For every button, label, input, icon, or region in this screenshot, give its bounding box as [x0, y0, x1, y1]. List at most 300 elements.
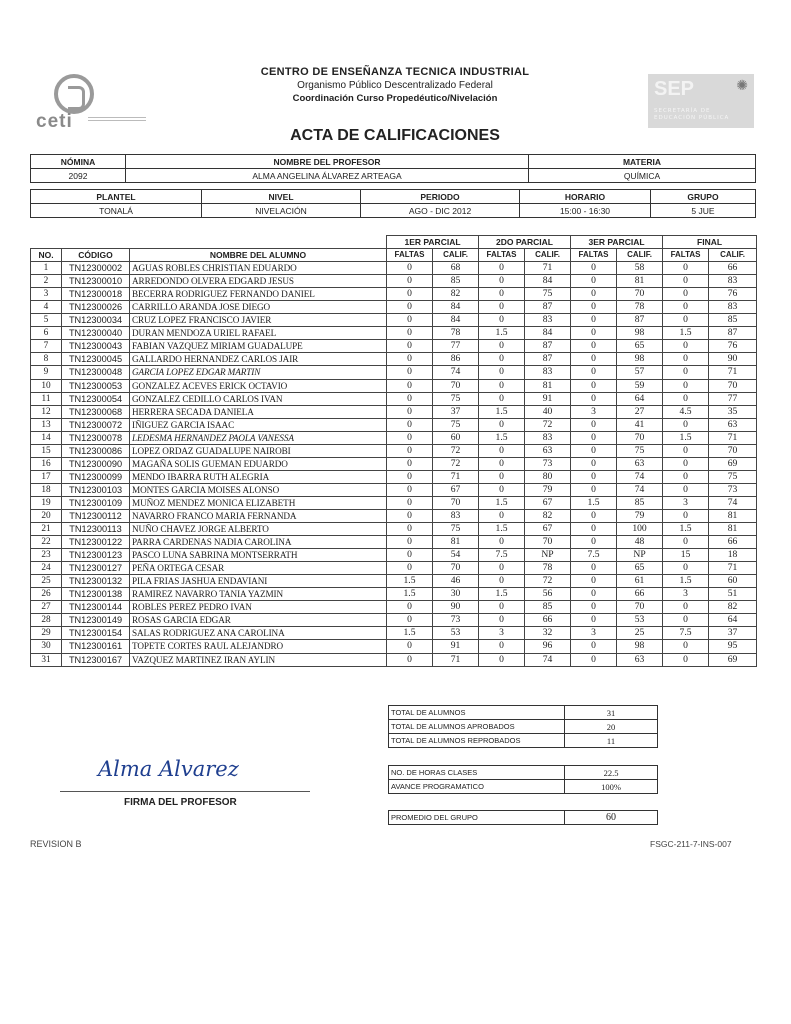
student-name: PASCO LUNA SABRINA MONTSERRATH: [130, 549, 387, 562]
calif-p2: 67: [525, 496, 571, 509]
faltas-p3: 0: [571, 601, 617, 614]
calif-final: 83: [709, 275, 757, 288]
faltas-p3: 7.5: [571, 549, 617, 562]
average-table: [388, 810, 658, 825]
faltas-p3: 0: [571, 444, 617, 457]
calif-p3: NP: [617, 549, 663, 562]
student-code: TN12300099: [62, 470, 130, 483]
faltas-final: 0: [663, 379, 709, 392]
table-row: [31, 483, 757, 496]
calif-p2: 87: [525, 301, 571, 314]
faltas-p3: 0: [571, 340, 617, 353]
calif-final: 60: [709, 575, 757, 588]
calif-p3: 25: [617, 627, 663, 640]
calif-p3: 79: [617, 509, 663, 522]
calif-p3: 70: [617, 288, 663, 301]
table-row: [31, 262, 757, 275]
table-row: [31, 653, 757, 666]
header-faltas: FALTAS: [479, 249, 525, 262]
row-number: 25: [31, 575, 62, 588]
calif-p2: 83: [525, 314, 571, 327]
faltas-p3: 0: [571, 562, 617, 575]
faltas-p2: 1.5: [479, 496, 525, 509]
faltas-p3: 0: [571, 575, 617, 588]
calif-p3: 41: [617, 418, 663, 431]
header-codigo: CÓDIGO: [62, 249, 130, 262]
calif-p3: 74: [617, 470, 663, 483]
faltas-p3: 0: [571, 483, 617, 496]
student-code: TN12300144: [62, 601, 130, 614]
calif-final: 83: [709, 301, 757, 314]
header-faltas: FALTAS: [571, 249, 617, 262]
faltas-p3: 0: [571, 536, 617, 549]
calif-final: 90: [709, 353, 757, 366]
calif-p1: 91: [433, 640, 479, 653]
faltas-p2: 0: [479, 275, 525, 288]
faltas-final: 7.5: [663, 627, 709, 640]
materia-value: QUÍMICA: [529, 169, 756, 183]
calif-final: 71: [709, 431, 757, 444]
faltas-p3: 0: [571, 314, 617, 327]
faltas-p3: 0: [571, 327, 617, 340]
table-row: [31, 614, 757, 627]
faltas-p1: 0: [387, 340, 433, 353]
student-code: TN12300123: [62, 549, 130, 562]
student-name: NAVARRO FRANCO MARIA FERNANDA: [130, 509, 387, 522]
calif-p3: 70: [617, 601, 663, 614]
calif-p2: 83: [525, 366, 571, 379]
row-number: 30: [31, 640, 62, 653]
faltas-p3: 3: [571, 627, 617, 640]
info-table-bottom: [30, 189, 756, 218]
calif-p3: 63: [617, 457, 663, 470]
student-code: TN12300068: [62, 405, 130, 418]
calif-final: 63: [709, 418, 757, 431]
calif-p3: 65: [617, 562, 663, 575]
faltas-final: 0: [663, 483, 709, 496]
faltas-p3: 0: [571, 262, 617, 275]
student-code: TN12300127: [62, 562, 130, 575]
calif-p2: 72: [525, 418, 571, 431]
horario-label: HORARIO: [520, 190, 651, 204]
calif-p3: 57: [617, 366, 663, 379]
student-code: TN12300112: [62, 509, 130, 522]
calif-p3: 100: [617, 523, 663, 536]
faltas-p3: 0: [571, 275, 617, 288]
row-number: 11: [31, 392, 62, 405]
row-number: 17: [31, 470, 62, 483]
faltas-p2: 0: [479, 392, 525, 405]
student-name: LEDESMA HERNANDEZ PAOLA VANESSA: [130, 431, 387, 444]
promedio-label: PROMEDIO DEL GRUPO: [389, 811, 565, 825]
calif-p1: 81: [433, 536, 479, 549]
eagle-emblem-icon: ✺: [736, 78, 748, 94]
student-name: MONTES GARCIA MOISES ALONSO: [130, 483, 387, 496]
calif-final: 69: [709, 457, 757, 470]
calif-p3: 87: [617, 314, 663, 327]
calif-final: 71: [709, 562, 757, 575]
row-number: 28: [31, 614, 62, 627]
calif-p3: 75: [617, 444, 663, 457]
horas-value: 22.5: [565, 766, 658, 780]
periodo-label: PERIODO: [361, 190, 520, 204]
faltas-p1: 0: [387, 275, 433, 288]
table-row: [31, 353, 757, 366]
calif-p2: 63: [525, 444, 571, 457]
student-name: SALAS RODRIGUEZ ANA CAROLINA: [130, 627, 387, 640]
faltas-p1: 0: [387, 431, 433, 444]
row-number: 29: [31, 627, 62, 640]
calif-p1: 84: [433, 301, 479, 314]
student-name: GALLARDO HERNANDEZ CARLOS JAIR: [130, 353, 387, 366]
calif-p2: NP: [525, 549, 571, 562]
calif-final: 81: [709, 509, 757, 522]
calif-final: 87: [709, 327, 757, 340]
row-number: 7: [31, 340, 62, 353]
table-row: [31, 392, 757, 405]
calif-p1: 90: [433, 601, 479, 614]
faltas-p2: 0: [479, 366, 525, 379]
faltas-final: 3: [663, 588, 709, 601]
calif-p1: 53: [433, 627, 479, 640]
student-name: ROBLES PEREZ PEDRO IVAN: [130, 601, 387, 614]
table-row: [31, 340, 757, 353]
calif-p1: 71: [433, 653, 479, 666]
faltas-final: 0: [663, 301, 709, 314]
student-code: TN12300034: [62, 314, 130, 327]
calif-p1: 68: [433, 262, 479, 275]
calif-final: 85: [709, 314, 757, 327]
calif-p2: 73: [525, 457, 571, 470]
faltas-p3: 0: [571, 418, 617, 431]
sep-logo: [648, 74, 754, 128]
horario-value: 15:00 - 16:30: [520, 204, 651, 218]
faltas-p1: 0: [387, 288, 433, 301]
table-row: [31, 327, 757, 340]
calif-p3: 70: [617, 431, 663, 444]
faltas-p1: 0: [387, 483, 433, 496]
student-name: LOPEZ ORDAZ GUADALUPE NAIROBI: [130, 444, 387, 457]
faltas-final: 4.5: [663, 405, 709, 418]
header-final: FINAL: [663, 236, 757, 249]
calif-p2: 91: [525, 392, 571, 405]
calif-p1: 54: [433, 549, 479, 562]
faltas-p1: 1.5: [387, 627, 433, 640]
faltas-p1: 0: [387, 496, 433, 509]
faltas-p2: 0: [479, 288, 525, 301]
calif-final: 75: [709, 470, 757, 483]
student-code: TN12300048: [62, 366, 130, 379]
faltas-p3: 0: [571, 366, 617, 379]
institution-name: CENTRO DE ENSEÑANZA TECNICA INDUSTRIAL: [260, 66, 530, 78]
calif-p1: 83: [433, 509, 479, 522]
calif-final: 69: [709, 653, 757, 666]
row-number: 2: [31, 275, 62, 288]
materia-label: MATERIA: [529, 155, 756, 169]
grupo-value: 5 JUE: [651, 204, 756, 218]
calif-p1: 77: [433, 340, 479, 353]
calif-p2: 74: [525, 653, 571, 666]
calif-final: 74: [709, 496, 757, 509]
faltas-p2: 7.5: [479, 549, 525, 562]
faltas-p1: 0: [387, 653, 433, 666]
professor-signature: Alma Alvarez: [98, 757, 239, 781]
calif-p2: 75: [525, 288, 571, 301]
faltas-p1: 0: [387, 509, 433, 522]
table-row: [31, 418, 757, 431]
calif-p3: 63: [617, 653, 663, 666]
avance-value: 100%: [565, 780, 658, 794]
calif-p1: 30: [433, 588, 479, 601]
faltas-p1: 0: [387, 457, 433, 470]
faltas-final: 0: [663, 340, 709, 353]
table-row: [31, 288, 757, 301]
calif-p3: 61: [617, 575, 663, 588]
table-row: [31, 405, 757, 418]
calif-p3: 48: [617, 536, 663, 549]
total-label: TOTAL DE ALUMNOS: [389, 706, 565, 720]
faltas-p3: 0: [571, 640, 617, 653]
student-name: ARREDONDO OLVERA EDGARD JESUS: [130, 275, 387, 288]
nomina-label: NÓMINA: [31, 155, 126, 169]
calif-p2: 84: [525, 275, 571, 288]
faltas-final: 0: [663, 470, 709, 483]
faltas-p2: 0: [479, 314, 525, 327]
student-name: PARRA CARDENAS NADIA CAROLINA: [130, 536, 387, 549]
faltas-final: 0: [663, 353, 709, 366]
faltas-p1: 0: [387, 301, 433, 314]
header-faltas: FALTAS: [663, 249, 709, 262]
aprob-value: 20: [565, 720, 658, 734]
faltas-p3: 1.5: [571, 496, 617, 509]
student-name: GONZALEZ CEDILLO CARLOS IVAN: [130, 392, 387, 405]
faltas-final: 0: [663, 640, 709, 653]
calif-p2: 40: [525, 405, 571, 418]
calif-p1: 75: [433, 392, 479, 405]
student-code: TN12300138: [62, 588, 130, 601]
faltas-p1: 0: [387, 562, 433, 575]
sep-logo-text: SEP: [654, 78, 695, 100]
table-row: [31, 627, 757, 640]
faltas-p2: 0: [479, 509, 525, 522]
calif-p3: 85: [617, 496, 663, 509]
calif-final: 70: [709, 444, 757, 457]
row-number: 15: [31, 444, 62, 457]
calif-final: 18: [709, 549, 757, 562]
student-code: TN12300054: [62, 392, 130, 405]
calif-p2: 82: [525, 509, 571, 522]
header-calif: CALIF.: [525, 249, 571, 262]
faltas-p1: 0: [387, 523, 433, 536]
plantel-value: TONALÁ: [31, 204, 202, 218]
revision-label: REVISION B: [30, 839, 82, 849]
table-row: [31, 509, 757, 522]
faltas-final: 0: [663, 262, 709, 275]
calif-p1: 37: [433, 405, 479, 418]
student-name: MUÑOZ MENDEZ MONICA ELIZABETH: [130, 496, 387, 509]
header-p1: 1ER PARCIAL: [387, 236, 479, 249]
student-code: TN12300045: [62, 353, 130, 366]
faltas-final: 0: [663, 418, 709, 431]
table-row: [31, 536, 757, 549]
table-row: [31, 301, 757, 314]
row-number: 10: [31, 379, 62, 392]
signature-label: FIRMA DEL PROFESOR: [124, 797, 237, 808]
student-code: TN12300109: [62, 496, 130, 509]
student-name: FABIAN VAZQUEZ MIRIAM GUADALUPE: [130, 340, 387, 353]
institution-header: [230, 66, 560, 104]
table-row: [31, 496, 757, 509]
calif-p3: 27: [617, 405, 663, 418]
row-number: 20: [31, 509, 62, 522]
student-code: TN12300167: [62, 653, 130, 666]
calif-p3: 66: [617, 588, 663, 601]
faltas-p1: 0: [387, 379, 433, 392]
info-table-top: [30, 154, 756, 183]
calif-p1: 70: [433, 379, 479, 392]
grades-table: [30, 235, 757, 667]
student-code: TN12300078: [62, 431, 130, 444]
faltas-p1: 0: [387, 470, 433, 483]
sep-logo-subtext: SECRETARÍA DE EDUCACIÓN PÚBLICA: [654, 108, 730, 121]
table-row: [31, 588, 757, 601]
table-row: [31, 523, 757, 536]
calif-p2: 84: [525, 327, 571, 340]
row-number: 4: [31, 301, 62, 314]
faltas-p1: 1.5: [387, 588, 433, 601]
faltas-p1: 0: [387, 614, 433, 627]
faltas-p3: 0: [571, 431, 617, 444]
row-number: 1: [31, 262, 62, 275]
faltas-p2: 0: [479, 379, 525, 392]
calif-p2: 32: [525, 627, 571, 640]
faltas-p2: 0: [479, 262, 525, 275]
faltas-p2: 0: [479, 470, 525, 483]
student-name: MAGAÑA SOLIS GUEMAN EDUARDO: [130, 457, 387, 470]
row-number: 12: [31, 405, 62, 418]
row-number: 31: [31, 653, 62, 666]
faltas-p2: 0: [479, 483, 525, 496]
faltas-p2: 1.5: [479, 327, 525, 340]
calif-final: 66: [709, 262, 757, 275]
faltas-final: 0: [663, 457, 709, 470]
student-name: TOPETE CORTES RAUL ALEJANDRO: [130, 640, 387, 653]
calif-p2: 56: [525, 588, 571, 601]
student-code: TN12300149: [62, 614, 130, 627]
calif-p2: 96: [525, 640, 571, 653]
calif-p3: 59: [617, 379, 663, 392]
faltas-final: 0: [663, 314, 709, 327]
faltas-p1: 0: [387, 601, 433, 614]
faltas-p2: 0: [479, 575, 525, 588]
faltas-p2: 1.5: [479, 431, 525, 444]
calif-p2: 87: [525, 353, 571, 366]
calif-p2: 83: [525, 431, 571, 444]
calif-p1: 70: [433, 496, 479, 509]
calif-p1: 60: [433, 431, 479, 444]
faltas-p1: 0: [387, 444, 433, 457]
table-row: [31, 601, 757, 614]
calif-p1: 73: [433, 614, 479, 627]
table-row: [31, 379, 757, 392]
calif-final: 64: [709, 614, 757, 627]
faltas-p2: 0: [479, 353, 525, 366]
calif-p2: 72: [525, 575, 571, 588]
calif-p1: 75: [433, 418, 479, 431]
reprob-label: TOTAL DE ALUMNOS REPROBADOS: [389, 734, 565, 748]
table-row: [31, 431, 757, 444]
student-name: ROSAS GARCIA EDGAR: [130, 614, 387, 627]
calif-final: 81: [709, 523, 757, 536]
student-code: TN12300113: [62, 523, 130, 536]
calif-p1: 74: [433, 366, 479, 379]
calif-p3: 65: [617, 340, 663, 353]
calif-p1: 82: [433, 288, 479, 301]
profesor-label: NOMBRE DEL PROFESOR: [126, 155, 529, 169]
student-code: TN12300132: [62, 575, 130, 588]
faltas-p1: 0: [387, 366, 433, 379]
row-number: 19: [31, 496, 62, 509]
faltas-p3: 0: [571, 523, 617, 536]
faltas-p2: 0: [479, 562, 525, 575]
calif-p1: 72: [433, 457, 479, 470]
calif-p3: 58: [617, 262, 663, 275]
ceti-logo-icon: [54, 74, 94, 114]
header-calif: CALIF.: [709, 249, 757, 262]
calif-p2: 85: [525, 601, 571, 614]
calif-final: 51: [709, 588, 757, 601]
faltas-p1: 0: [387, 549, 433, 562]
faltas-p3: 0: [571, 588, 617, 601]
faltas-p3: 0: [571, 379, 617, 392]
faltas-p1: 0: [387, 327, 433, 340]
faltas-final: 0: [663, 288, 709, 301]
faltas-p1: 0: [387, 392, 433, 405]
student-name: PILA FRIAS JASHUA ENDAVIANI: [130, 575, 387, 588]
calif-p3: 98: [617, 640, 663, 653]
faltas-final: 1.5: [663, 523, 709, 536]
institution-subtitle: Organismo Público Descentralizado Federal: [297, 80, 493, 91]
student-code: TN12300086: [62, 444, 130, 457]
calif-final: 66: [709, 536, 757, 549]
table-row: [31, 366, 757, 379]
student-code: TN12300053: [62, 379, 130, 392]
faltas-final: 0: [663, 275, 709, 288]
row-number: 3: [31, 288, 62, 301]
student-name: VAZQUEZ MARTINEZ IRAN AYLIN: [130, 653, 387, 666]
faltas-p2: 0: [479, 301, 525, 314]
profesor-value: ALMA ANGELINA ÁLVAREZ ARTEAGA: [126, 169, 529, 183]
faltas-p3: 3: [571, 405, 617, 418]
faltas-p3: 0: [571, 653, 617, 666]
row-number: 5: [31, 314, 62, 327]
student-name: IÑIGUEZ GARCIA ISAAC: [130, 418, 387, 431]
calif-p2: 70: [525, 536, 571, 549]
coordination-title: Coordinación Curso Propedéutico/Nivelación: [292, 93, 498, 104]
student-name: CRUZ LOPEZ FRANCISCO JAVIER: [130, 314, 387, 327]
student-name: AGUAS ROBLES CHRISTIAN EDUARDO: [130, 262, 387, 275]
faltas-p1: 1.5: [387, 575, 433, 588]
row-number: 26: [31, 588, 62, 601]
faltas-p3: 0: [571, 509, 617, 522]
faltas-p1: 0: [387, 640, 433, 653]
faltas-p2: 0: [479, 340, 525, 353]
student-name: RAMIREZ NAVARRO TANIA YAZMIN: [130, 588, 387, 601]
student-code: TN12300010: [62, 275, 130, 288]
calif-p1: 84: [433, 314, 479, 327]
student-name: DURAN MENDOZA URIEL RAFAEL: [130, 327, 387, 340]
faltas-p2: 0: [479, 653, 525, 666]
